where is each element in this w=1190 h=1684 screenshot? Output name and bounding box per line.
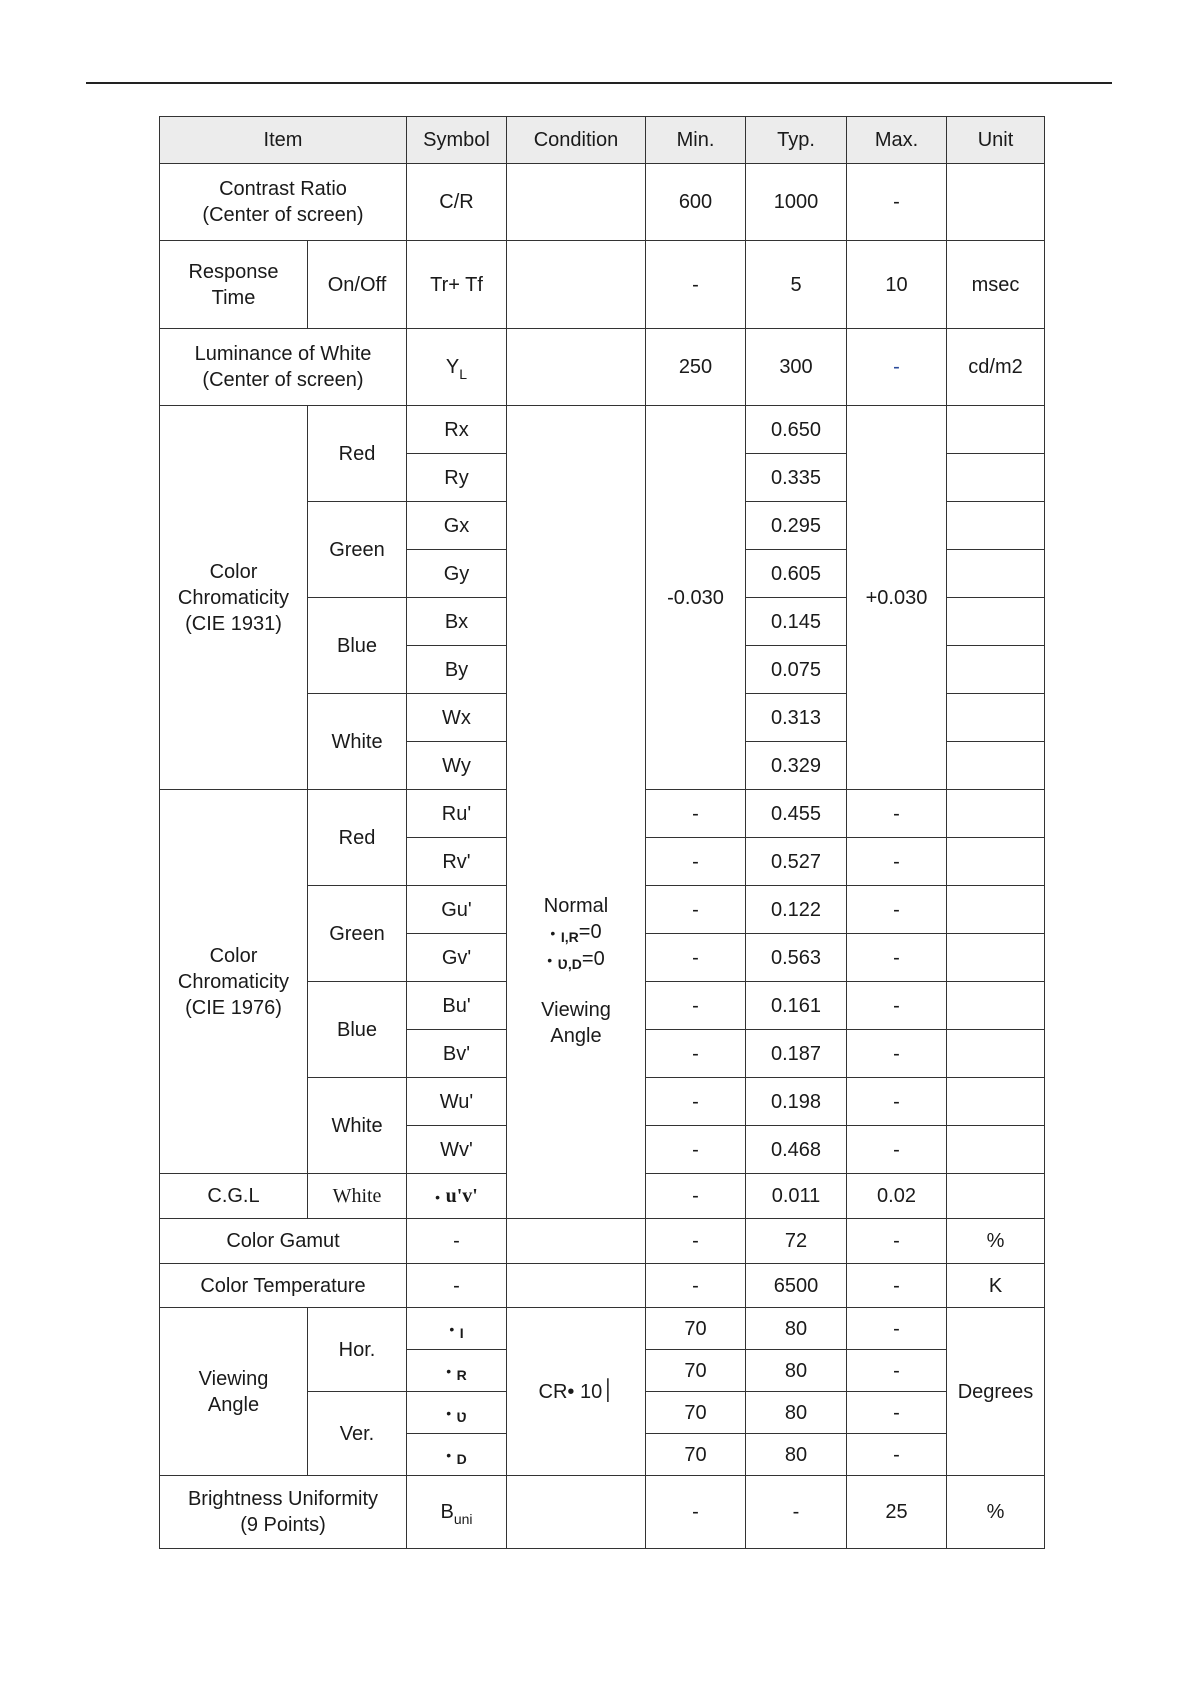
cie1976-unit: [947, 1030, 1045, 1078]
uniformity-item-line2: (9 Points): [240, 1514, 326, 1536]
cie1976-typ: 0.527: [746, 838, 847, 886]
luminance-min: 250: [646, 329, 746, 406]
cie1976-group-red: Red: [308, 790, 407, 886]
header-symbol: Symbol: [407, 117, 507, 164]
table-row: [160, 164, 1045, 241]
gamut-typ: 72: [746, 1219, 847, 1264]
viewing-label-line1: Viewing: [198, 1367, 269, 1390]
cie1976-unit: [947, 982, 1045, 1030]
temperature-min: -: [646, 1264, 746, 1308]
bullet-glyph: •: [446, 1405, 452, 1421]
cgl-typ: 0.011: [746, 1174, 847, 1219]
cie1976-label-line3: (CIE 1976): [185, 996, 282, 1019]
luminance-symbol-main: Y: [445, 355, 460, 378]
table-row: [160, 241, 1045, 329]
cie1976-typ: 0.455: [746, 790, 847, 838]
uniformity-symbol: [407, 1476, 507, 1549]
response-symbol: Tr+ Tf: [407, 241, 507, 329]
cie1931-label: [160, 406, 308, 790]
cgl-max: 0.02: [847, 1174, 947, 1219]
cie1976-label: [160, 790, 308, 1174]
contrast-unit: [947, 164, 1045, 241]
viewing-symbol: [407, 1434, 507, 1476]
bullet-glyph: •: [446, 1447, 452, 1463]
temperature-condition: [507, 1264, 646, 1308]
response-item-line1: Response: [188, 260, 279, 283]
cie1931-typ: 0.335: [746, 454, 847, 502]
cie1976-symbol: Gv': [407, 934, 507, 982]
cie1931-unit: [947, 694, 1045, 742]
luminance-symbol: [407, 329, 507, 406]
cie1976-symbol: Gu': [407, 886, 507, 934]
header-max: Max.: [847, 117, 947, 164]
cie1931-group-green: Green: [308, 502, 407, 598]
cie1976-group-white: White: [308, 1078, 407, 1174]
cie1931-symbol: Wy: [407, 742, 507, 790]
cie1931-unit: [947, 502, 1045, 550]
cie1931-symbol: Gx: [407, 502, 507, 550]
viewing-unit: Degrees: [947, 1308, 1045, 1476]
cie1976-typ: 0.187: [746, 1030, 847, 1078]
cgl-item: C.G.L: [160, 1174, 308, 1219]
cie1976-symbol: Ru': [407, 790, 507, 838]
cie1931-max: +0.030: [847, 406, 947, 790]
cie1931-typ: 0.295: [746, 502, 847, 550]
viewing-symbol: [407, 1308, 507, 1350]
normal-condition-line2: [509, 946, 643, 973]
cie1931-label-line3: (CIE 1931): [185, 612, 282, 635]
uniformity-item-line1: Brightness Uniformity: [187, 1488, 379, 1510]
cie1976-min: -: [646, 1030, 746, 1078]
cie1976-min: -: [646, 982, 746, 1030]
bullet-glyph: •: [547, 952, 553, 968]
response-item: [160, 241, 308, 329]
response-sub: On/Off: [308, 241, 407, 329]
uniformity-unit: %: [947, 1476, 1045, 1549]
contrast-item-line2: (Center of screen): [202, 204, 364, 226]
cie1976-min: -: [646, 1078, 746, 1126]
uniformity-max: 25: [847, 1476, 947, 1549]
cie1976-min: -: [646, 934, 746, 982]
cie1976-unit: [947, 886, 1045, 934]
cie1931-symbol: Gy: [407, 550, 507, 598]
cie1931-label-line2: Chromaticity: [177, 586, 290, 609]
luminance-max: -: [847, 329, 947, 406]
cie1976-max: -: [847, 1126, 947, 1174]
theta-lr-value: =0: [578, 921, 602, 943]
cgl-symbol-text: u'v': [445, 1184, 478, 1207]
uniformity-symbol-sub: uni: [453, 1510, 473, 1527]
cie1976-typ: 0.122: [746, 886, 847, 934]
theta-l-symbol: Ɩ: [459, 1325, 464, 1341]
viewing-min: 70: [646, 1350, 746, 1392]
viewing-typ: 80: [746, 1392, 847, 1434]
cie1976-min: -: [646, 790, 746, 838]
cie1931-min: -0.030: [646, 406, 746, 790]
cie1976-unit: [947, 838, 1045, 886]
bullet-glyph: •: [446, 1363, 452, 1379]
viewing-typ: 80: [746, 1350, 847, 1392]
cie1931-unit: [947, 598, 1045, 646]
cie1931-typ: 0.075: [746, 646, 847, 694]
cie1931-typ: 0.313: [746, 694, 847, 742]
optical-spec-table: [159, 116, 1045, 1549]
cie1976-typ: 0.563: [746, 934, 847, 982]
viewing-typ: 80: [746, 1434, 847, 1476]
cie1976-max: -: [847, 1030, 947, 1078]
header-typ: Typ.: [746, 117, 847, 164]
cie1976-symbol: Bv': [407, 1030, 507, 1078]
table-row: [160, 1264, 1045, 1308]
theta-r-symbol: R: [456, 1367, 467, 1383]
normal-condition-angle1: Viewing: [541, 999, 611, 1021]
cie1976-group-blue: Blue: [308, 982, 407, 1078]
response-unit: msec: [947, 241, 1045, 329]
cie1931-group-blue: Blue: [308, 598, 407, 694]
cie1976-unit: [947, 790, 1045, 838]
cgl-sub: White: [308, 1174, 407, 1219]
normal-condition-angle2: Angle: [550, 1025, 602, 1047]
cgl-min: -: [646, 1174, 746, 1219]
theta-ud-symbol: Ʋ,D: [557, 956, 582, 972]
normal-condition-title: Normal: [543, 895, 609, 917]
cie1931-unit: [947, 406, 1045, 454]
header-condition: Condition: [507, 117, 646, 164]
cie1976-typ: 0.468: [746, 1126, 847, 1174]
cie1931-typ: 0.145: [746, 598, 847, 646]
response-condition: [507, 241, 646, 329]
cie1931-group-red: Red: [308, 406, 407, 502]
temperature-item: Color Temperature: [160, 1264, 407, 1308]
luminance-condition: [507, 329, 646, 406]
response-item-line2: Time: [211, 286, 256, 309]
cie1976-unit: [947, 1126, 1045, 1174]
cie1976-min: -: [646, 886, 746, 934]
cie1976-symbol: Bu': [407, 982, 507, 1030]
gamut-condition: [507, 1219, 646, 1264]
viewing-max: -: [847, 1434, 947, 1476]
cie1976-max: -: [847, 982, 947, 1030]
cie1976-group-green: Green: [308, 886, 407, 982]
viewing-label: [160, 1308, 308, 1476]
viewing-typ: 80: [746, 1308, 847, 1350]
viewing-ver: Ver.: [308, 1392, 407, 1476]
theta-lr-symbol: Ɩ,R: [560, 929, 579, 945]
cie1976-max: -: [847, 790, 947, 838]
response-typ: 5: [746, 241, 847, 329]
header-row: [160, 117, 1045, 164]
theta-u-symbol: Ʋ: [456, 1409, 467, 1425]
header-rule: [86, 82, 1112, 84]
cie1931-unit: [947, 646, 1045, 694]
cie1976-label-line2: Chromaticity: [177, 970, 290, 993]
gamut-max: -: [847, 1219, 947, 1264]
luminance-typ: 300: [746, 329, 847, 406]
cie1931-symbol: Wx: [407, 694, 507, 742]
uniformity-condition: [507, 1476, 646, 1549]
cie1976-typ: 0.161: [746, 982, 847, 1030]
cie1931-symbol: Rx: [407, 406, 507, 454]
cie1976-symbol: Wu': [407, 1078, 507, 1126]
luminance-symbol-sub: L: [459, 365, 468, 382]
luminance-item-line1: Luminance of White: [194, 343, 372, 365]
bullet-glyph: •: [550, 925, 556, 941]
cie1976-typ: 0.198: [746, 1078, 847, 1126]
luminance-item-line2: (Center of screen): [202, 369, 364, 391]
cie1976-unit: [947, 934, 1045, 982]
cie1931-unit: [947, 742, 1045, 790]
bullet-glyph: •: [435, 1188, 441, 1205]
response-min: -: [646, 241, 746, 329]
cie1931-symbol: Bx: [407, 598, 507, 646]
gamut-item: Color Gamut: [160, 1219, 407, 1264]
viewing-condition: CR• ׀10: [507, 1308, 646, 1476]
cie1931-symbol: By: [407, 646, 507, 694]
cie1976-unit: [947, 1078, 1045, 1126]
contrast-min: 600: [646, 164, 746, 241]
viewing-max: -: [847, 1308, 947, 1350]
temperature-symbol: -: [407, 1264, 507, 1308]
response-max: 10: [847, 241, 947, 329]
gamut-min: -: [646, 1219, 746, 1264]
uniformity-typ: -: [746, 1476, 847, 1549]
bullet-glyph: •: [449, 1321, 455, 1337]
normal-condition: [507, 406, 646, 1219]
theta-ud-value: =0: [581, 948, 605, 970]
contrast-typ: 1000: [746, 164, 847, 241]
viewing-symbol: [407, 1350, 507, 1392]
cie1976-symbol: Rv': [407, 838, 507, 886]
table-row: [160, 1219, 1045, 1264]
contrast-item-line1: Contrast Ratio: [219, 178, 347, 200]
viewing-max: -: [847, 1392, 947, 1434]
temperature-unit: K: [947, 1264, 1045, 1308]
luminance-unit: cd/m2: [947, 329, 1045, 406]
contrast-max: -: [847, 164, 947, 241]
luminance-item: [160, 329, 407, 406]
cgl-unit: [947, 1174, 1045, 1219]
viewing-min: 70: [646, 1392, 746, 1434]
gamut-unit: %: [947, 1219, 1045, 1264]
uniformity-item: [160, 1476, 407, 1549]
cie1931-label-line1: Color: [209, 560, 258, 583]
cie1931-symbol: Ry: [407, 454, 507, 502]
table-row: [160, 1308, 1045, 1350]
gamut-symbol: -: [407, 1219, 507, 1264]
cgl-symbol: [407, 1174, 507, 1219]
cie1976-min: -: [646, 838, 746, 886]
cie1976-label-line1: Color: [209, 944, 258, 967]
header-unit: Unit: [947, 117, 1045, 164]
cie1976-max: -: [847, 934, 947, 982]
cie1976-symbol: Wv': [407, 1126, 507, 1174]
viewing-max: -: [847, 1350, 947, 1392]
table-row: [160, 406, 1045, 454]
viewing-label-line2: Angle: [207, 1393, 260, 1416]
contrast-item: [160, 164, 407, 241]
viewing-min: 70: [646, 1308, 746, 1350]
viewing-hor: Hor.: [308, 1308, 407, 1392]
cie1976-max: -: [847, 1078, 947, 1126]
cie1931-group-white: White: [308, 694, 407, 790]
header-min: Min.: [646, 117, 746, 164]
viewing-symbol: [407, 1392, 507, 1434]
cie1931-unit: [947, 454, 1045, 502]
temperature-max: -: [847, 1264, 947, 1308]
cie1931-typ: 0.605: [746, 550, 847, 598]
viewing-min: 70: [646, 1434, 746, 1476]
header-item: Item: [160, 117, 407, 164]
cie1931-typ: 0.329: [746, 742, 847, 790]
theta-d-symbol: D: [456, 1451, 467, 1467]
uniformity-min: -: [646, 1476, 746, 1549]
contrast-condition: [507, 164, 646, 241]
cie1976-min: -: [646, 1126, 746, 1174]
cie1976-max: -: [847, 838, 947, 886]
normal-condition-line1: [509, 919, 643, 946]
cie1931-typ: 0.650: [746, 406, 847, 454]
uniformity-symbol-main: B: [440, 1500, 454, 1523]
contrast-symbol: C/R: [407, 164, 507, 241]
cie1931-unit: [947, 550, 1045, 598]
cie1976-max: -: [847, 886, 947, 934]
table-row: [160, 1476, 1045, 1549]
temperature-typ: 6500: [746, 1264, 847, 1308]
table-row: [160, 329, 1045, 406]
